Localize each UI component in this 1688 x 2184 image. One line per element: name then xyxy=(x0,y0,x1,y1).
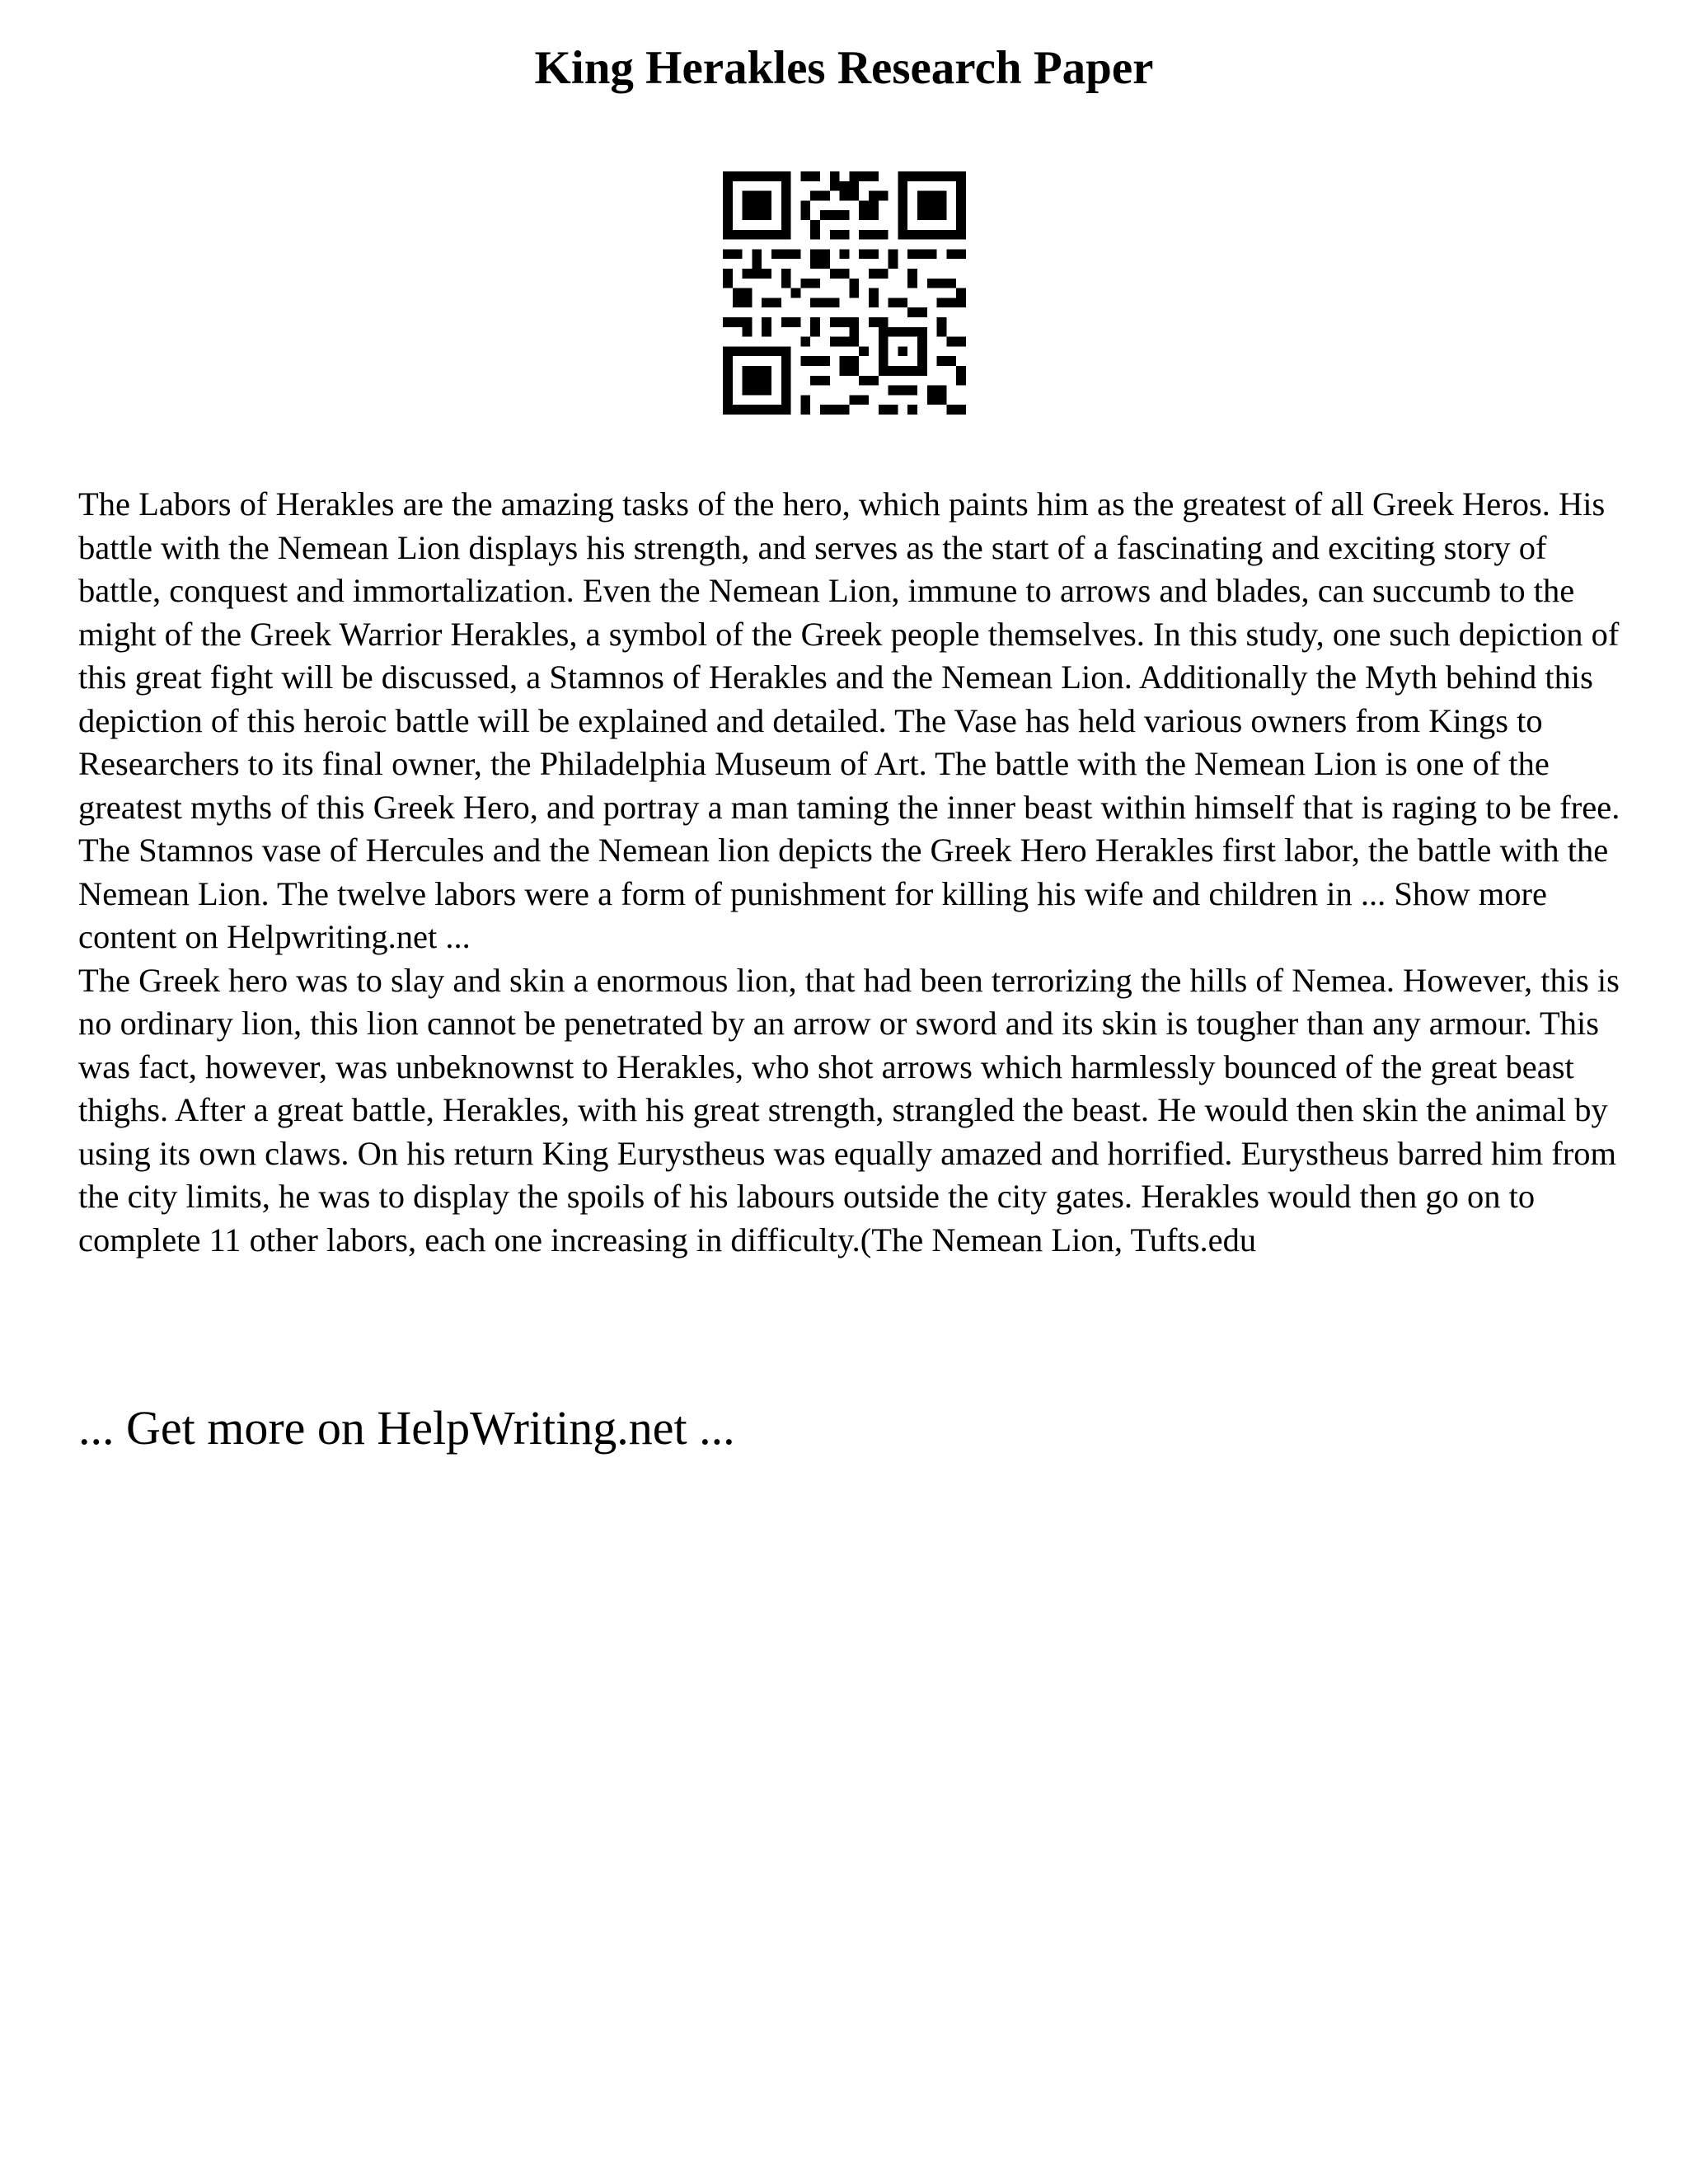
get-more-link[interactable]: ... Get more on HelpWriting.net ... xyxy=(78,1401,735,1455)
paragraph: The Labors of Herakles are the amazing tasks of the hero, which paints him as the greatest of all Greek Heros. His battle with the Nemean Lion displays his strength, and serves as the start of a fascinating and exciting story of battle, conquest and immortalization. Even the Nemean Lion, immune to arrows and blades, can succumb to the might of the Greek Warrior Herakles, a symbol of the Greek people themselves. In this study, one such depiction of this great fight will be discussed, a Stamnos of Herakles and the Nemean Lion. Additionally the Myth behind this depiction of this heroic battle will be explained and detailed. The Vase has held various owners from Kings to Researchers to its final owner, the Philadelphia Museum of Art. The battle with the Nemean Lion is one of the greatest myths of this Greek Hero, and portray a man taming the inner beast within himself that is raging to be free. The Stamnos vase of Hercules and the Nemean lion depicts the Greek Hero Herakles first labor, the battle with the Nemean Lion. The twelve labors were a form of punishment for killing his wife and children in ... Show more content on Helpwriting.net ... xyxy=(78,485,1620,955)
page-title: King Herakles Research Paper xyxy=(534,42,1154,94)
body-text xyxy=(78,483,1628,1262)
qr-code-icon xyxy=(723,171,966,415)
paragraph: The Greek hero was to slay and skin a enormous lion, that had been terrorizing the hills of Nemea. However, this is no ordinary lion, this lion cannot be penetrated by an arrow or sword and its skin is tougher than any armour. This was fact, however, was unbeknownst to Herakles, who shot arrows which harmlessly bounced of the great beast thighs. After a great battle, Herakles, with his great strength, strangled the beast. He would then skin the animal by using its own claws. On his return King Eurystheus was equally amazed and horrified. Eurystheus barred him from the city limits, he was to display the spoils of his labours outside the city gates. Herakles would then go on to complete 11 other labors, each one increasing in difficulty.(The Nemean Lion, Tufts.edu xyxy=(78,961,1620,1258)
